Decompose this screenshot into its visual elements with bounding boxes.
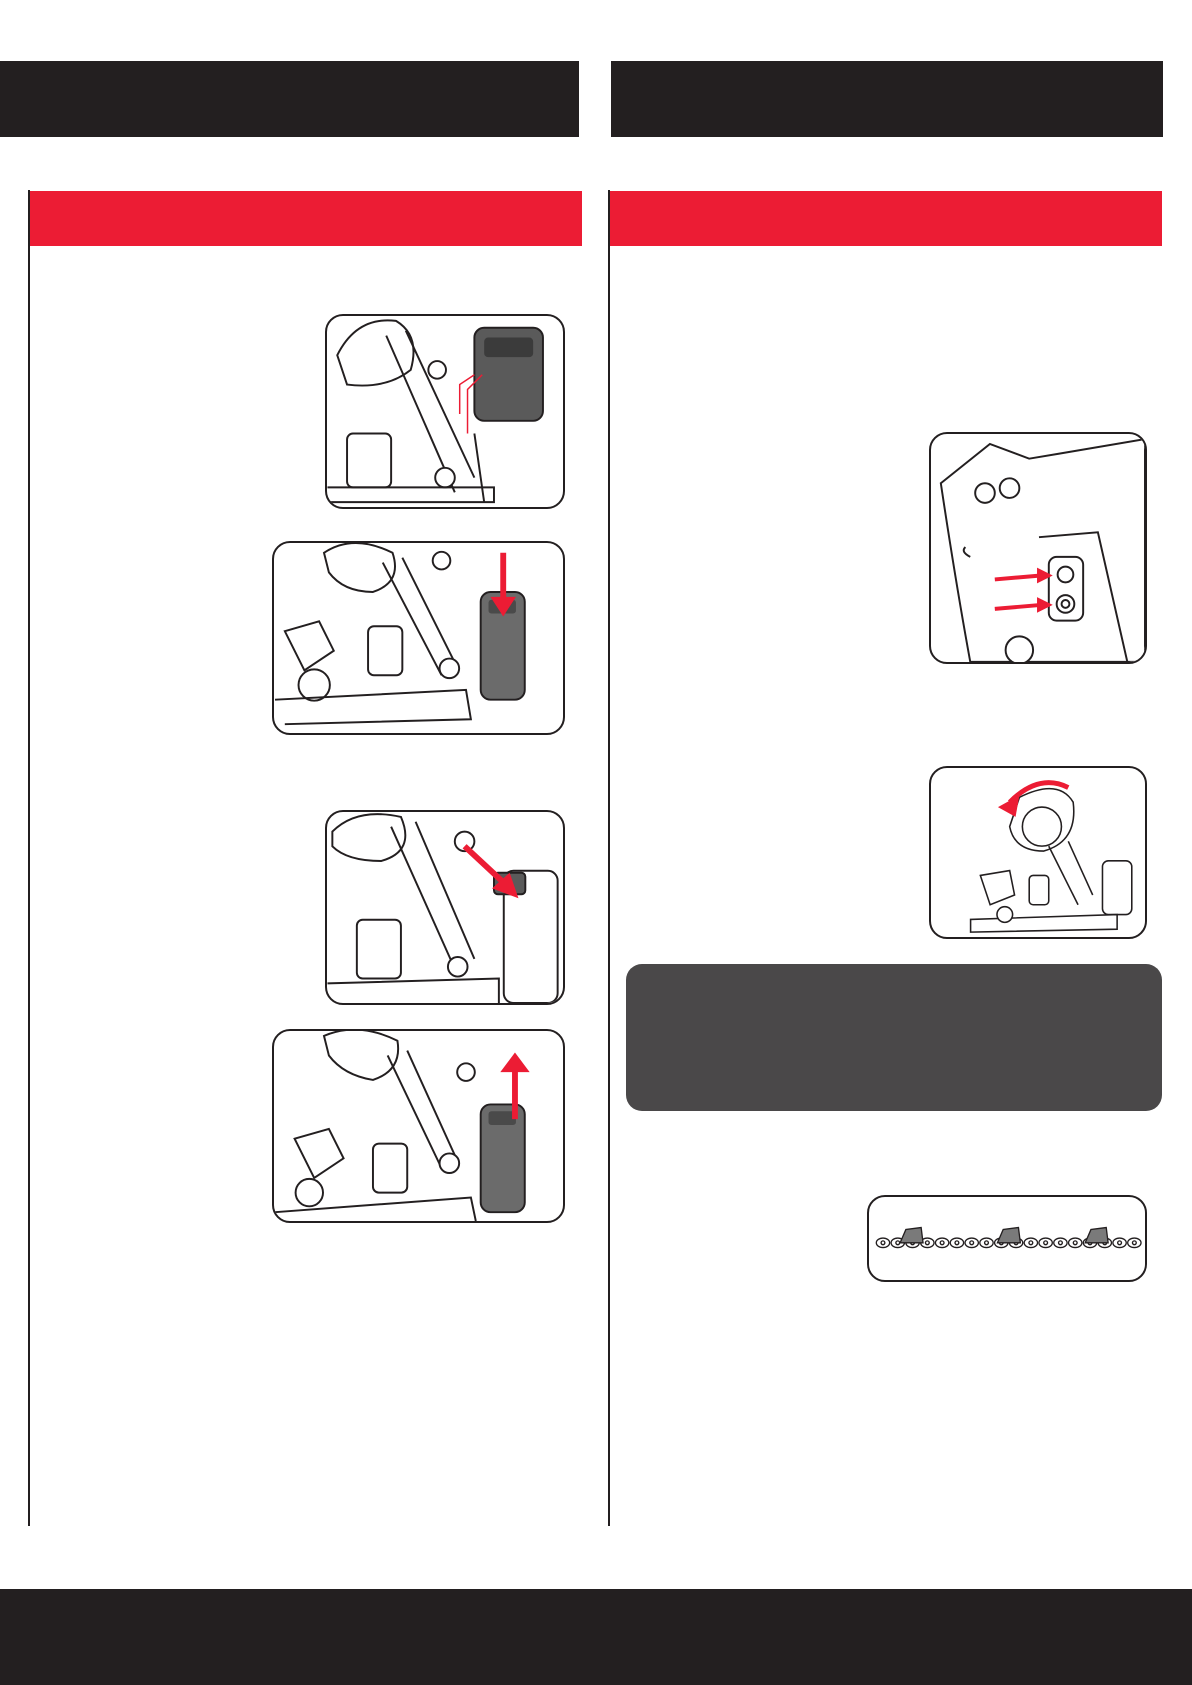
left-column-rule — [28, 190, 30, 1526]
chain-rivet — [881, 1241, 885, 1245]
chain-rivet — [955, 1241, 959, 1245]
notice-text — [626, 964, 1162, 1012]
figure-wheel-guard-screws — [929, 432, 1147, 664]
battery-release-illustration — [327, 812, 563, 1003]
grinder-head-rotate-illustration — [931, 768, 1145, 937]
battery-push-down-illustration — [274, 543, 563, 733]
notice-box — [626, 964, 1162, 1111]
header-left-title — [0, 61, 579, 109]
figure-grinder-head-rotate — [929, 766, 1147, 939]
header-right-title — [611, 61, 1163, 109]
chain-cutter-tooth — [1085, 1228, 1108, 1243]
wheel-guard-screws-illustration — [931, 434, 1145, 662]
header-band-right — [611, 61, 1163, 137]
chain-rivet — [896, 1241, 900, 1245]
left-section-heading-bar — [30, 191, 582, 246]
battery-lift-up-illustration — [274, 1031, 563, 1221]
chain-cutter-tooth — [997, 1228, 1020, 1243]
right-section-heading — [610, 191, 1162, 223]
chain-rivet — [1073, 1241, 1077, 1245]
left-section-heading — [30, 191, 582, 223]
figure-battery-insert — [325, 314, 565, 509]
battery-insert-illustration — [327, 316, 563, 507]
chain-rivet — [940, 1241, 944, 1245]
figure-battery-push-down — [272, 541, 565, 735]
chain-rivet — [925, 1241, 929, 1245]
footer-text — [0, 1589, 1192, 1649]
figure-battery-release — [325, 810, 565, 1005]
figure-battery-lift-up — [272, 1029, 565, 1223]
figure-saw-chain — [867, 1195, 1147, 1282]
chain-cutter-tooth — [900, 1228, 923, 1243]
header-band-left — [0, 61, 579, 137]
saw-chain-illustration — [869, 1197, 1145, 1280]
chain-rivet — [970, 1241, 974, 1245]
chain-rivet — [1029, 1241, 1033, 1245]
chain-rivet — [1132, 1241, 1136, 1245]
chain-rivet — [1044, 1241, 1048, 1245]
right-section-heading-bar — [610, 191, 1162, 246]
chain-rivet — [1059, 1241, 1063, 1245]
footer-band — [0, 1589, 1192, 1685]
chain-rivet — [985, 1241, 989, 1245]
right-column-rule — [608, 190, 610, 1526]
chain-rivet — [1118, 1241, 1122, 1245]
